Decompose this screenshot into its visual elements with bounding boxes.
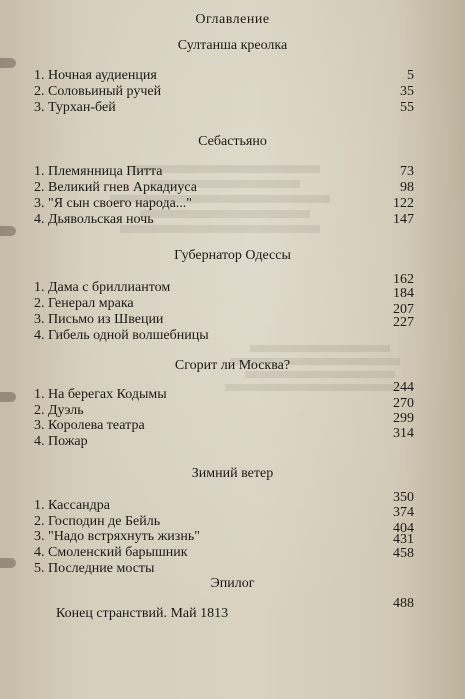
entry-page: 73 (400, 164, 414, 179)
section-start-page: 162 (393, 272, 414, 287)
toc-entry[interactable] (34, 514, 414, 536)
section-title: Себастьяно (198, 134, 267, 149)
entry-label: 2. Генерал мрака (34, 296, 134, 311)
epilogue-entry[interactable] (56, 606, 356, 622)
contents-title: Оглавление (195, 12, 270, 27)
section-title: Султанша креолка (177, 38, 288, 53)
entry-page: 184 (393, 286, 414, 301)
toc-entry[interactable] (34, 68, 414, 84)
entry-label: 1. Кассандра (34, 498, 111, 513)
binding-hole (0, 558, 16, 568)
toc-entry[interactable] (34, 212, 414, 228)
entry-label: 3. "Я сын своего народа..." (34, 196, 193, 211)
entry-page: 122 (393, 196, 414, 211)
epilogue-title: Эпилог (210, 576, 255, 591)
entry-page: 404 (393, 521, 414, 536)
entry-label: 2. Соловьиный ручей (34, 84, 162, 99)
entry-label: 3. Турхан-бей (34, 100, 116, 115)
entry-page: 207 (393, 302, 414, 317)
toc-entry[interactable] (34, 545, 414, 561)
entry-page: 55 (400, 100, 414, 115)
epilogue-page: 488 (393, 596, 414, 611)
entry-page: 299 (393, 411, 414, 426)
entry-label: 1. Ночная аудиенция (34, 68, 157, 83)
entry-label: 2. Дуэль (34, 403, 84, 418)
toc-entry[interactable] (34, 84, 414, 100)
entry-page: 431 (393, 532, 414, 547)
entry-page: 227 (393, 315, 414, 330)
section-start-page: 350 (393, 490, 414, 505)
toc-entry[interactable] (34, 561, 414, 577)
entry-page: 458 (393, 546, 414, 561)
section-title: Зимний ветер (191, 466, 274, 481)
toc-entry[interactable] (34, 196, 414, 212)
binding-hole (0, 58, 16, 68)
entry-label: 1. Племянница Питта (34, 164, 163, 179)
toc-entry[interactable] (34, 328, 414, 344)
entry-page: 314 (393, 426, 414, 441)
toc-entry[interactable] (34, 434, 414, 450)
entry-page: 374 (393, 505, 414, 520)
entry-label: Конец странствий. Май 1813 (56, 606, 229, 621)
toc-entry[interactable] (34, 418, 414, 441)
entry-label: 5. Последние мосты (34, 561, 155, 576)
toc-entry[interactable] (34, 164, 414, 180)
entry-page: 147 (393, 212, 414, 227)
toc-entry[interactable] (34, 180, 414, 196)
binding-hole (0, 226, 16, 236)
entry-page: 270 (393, 396, 414, 411)
entry-page: 35 (400, 84, 414, 99)
entry-label: 3. Письмо из Швеции (34, 312, 164, 327)
entry-label: 2. Великий гнев Аркадиуса (34, 180, 198, 195)
toc-entry[interactable] (34, 280, 414, 301)
entry-label: 4. Смоленский барышник (34, 545, 188, 560)
entry-label: 2. Господин де Бейль (34, 514, 161, 529)
toc-entry[interactable] (34, 100, 414, 116)
entry-page: 98 (400, 180, 414, 195)
entry-label: 1. На берегах Кодымы (34, 387, 167, 402)
entry-page: 5 (407, 68, 414, 83)
section-title: Сгорит ли Москва? (174, 358, 291, 373)
section-start-page: 244 (393, 380, 414, 395)
entry-label: 1. Дама с бриллиантом (34, 280, 171, 295)
entry-label: 3. "Надо встряхнуть жизнь" (34, 529, 200, 544)
toc-entry[interactable] (34, 529, 414, 545)
entry-label: 3. Королева театра (34, 418, 145, 433)
toc-entry[interactable] (34, 312, 414, 328)
section-title: Губернатор Одессы (174, 248, 291, 263)
entry-label: 4. Гибель одной волшебницы (34, 328, 209, 343)
entry-label: 4. Дьявольская ночь (34, 212, 154, 227)
toc-entry[interactable] (34, 498, 414, 520)
entry-label: 4. Пожар (34, 434, 88, 449)
binding-hole (0, 392, 16, 402)
toc-entry[interactable] (34, 296, 414, 317)
